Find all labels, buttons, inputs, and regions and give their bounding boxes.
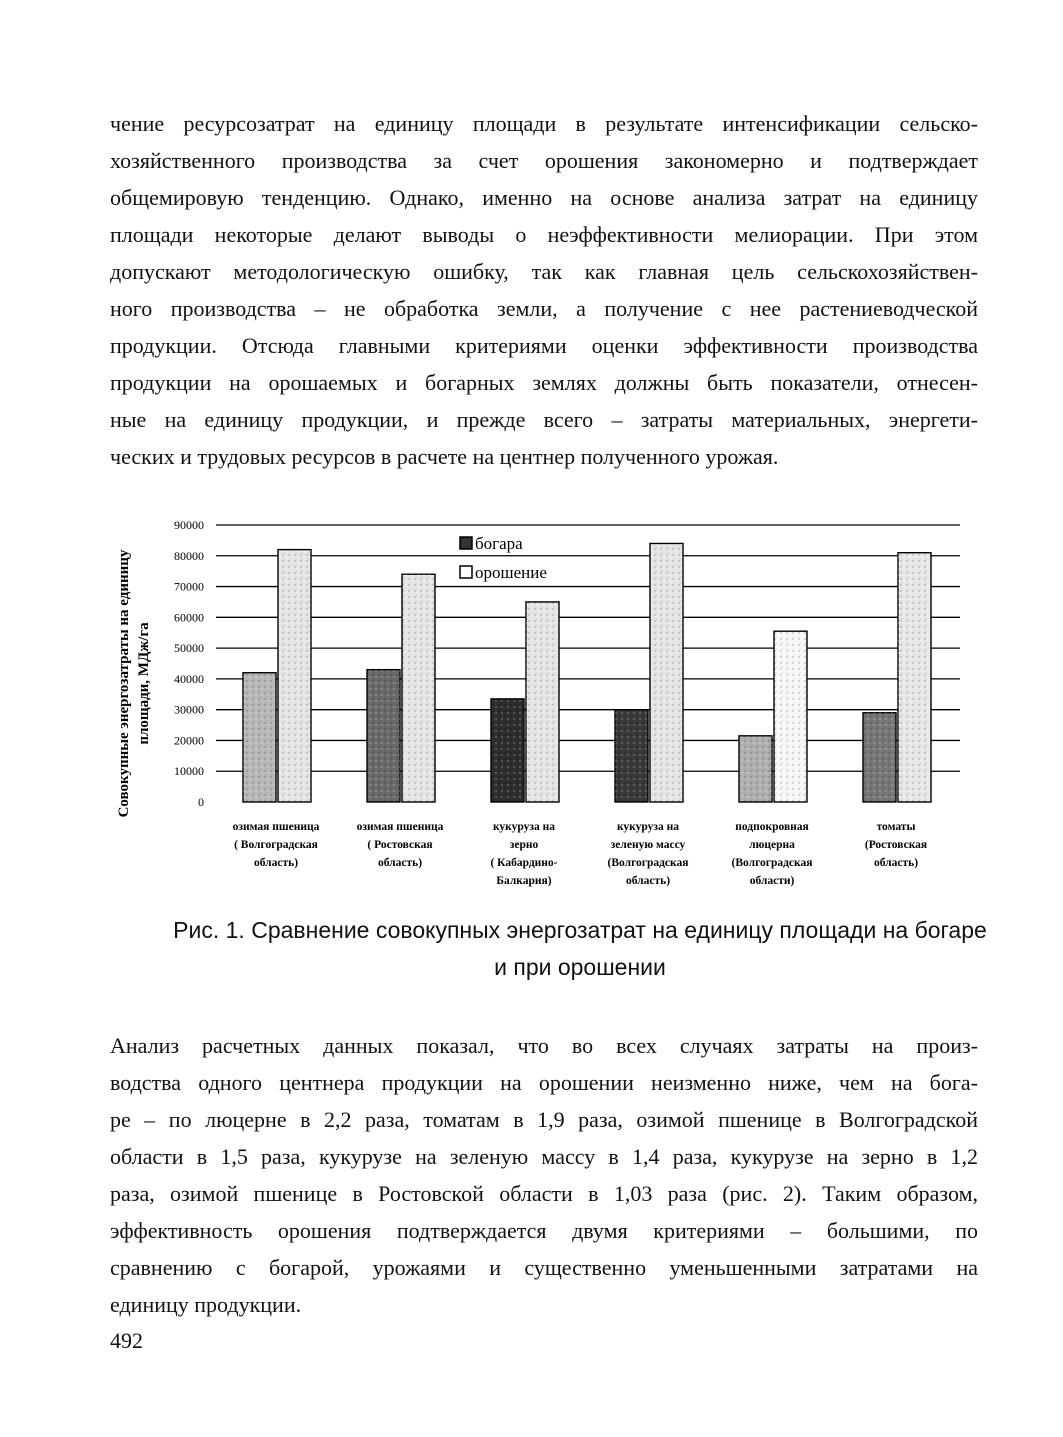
x-tick-label: область)	[873, 857, 919, 869]
y-axis-label-line: Совокупные энергозатраты на единицу	[116, 549, 132, 818]
paragraph-analysis	[110, 1027, 978, 1323]
x-tick-label: томаты	[876, 821, 916, 833]
legend-swatch	[460, 537, 472, 549]
x-tick-label: (Волгоградская	[607, 857, 689, 869]
bars	[243, 543, 931, 802]
x-tick-label: ( Волгоградская	[234, 839, 318, 851]
bar-texture	[367, 670, 400, 802]
paragraph1-line: чение ресурсозатрат на единицу площади в результате интенсификации сельско-	[110, 111, 978, 136]
paragraph2-line: Анализ расчетных данных показал, что во всех случаях затраты на произ-	[110, 1033, 978, 1058]
paragraph2-line: раза, озимой пшенице в Ростовской области в 1,03 раза (рис. 2). Таким образом,	[110, 1181, 978, 1206]
x-tick-label: зерно	[509, 839, 539, 851]
bar-texture	[898, 553, 931, 802]
bar-texture	[615, 710, 648, 802]
y-tick-label: 50000	[174, 641, 204, 656]
caption-line-2: и при орошении	[494, 954, 666, 980]
y-tick-label: 90000	[174, 518, 204, 532]
legend-label: богара	[475, 534, 523, 553]
y-tick-label: 10000	[174, 764, 204, 779]
bar-texture	[491, 699, 524, 802]
x-tick-label: подпокровная	[735, 821, 809, 833]
y-tick-label: 40000	[174, 671, 204, 686]
x-tick-label: озимая пшеница	[232, 821, 320, 833]
bar-texture	[650, 543, 683, 802]
x-tick-label: зеленую массу	[610, 839, 686, 851]
bar-texture	[863, 713, 896, 802]
figure-caption	[150, 912, 1010, 986]
caption-line-1: Рис. 1. Сравнение совокупных энергозатрат на единицу площади на богаре	[173, 917, 987, 943]
paragraph1-line: хозяйственного производства за счет орошения закономерно и подтверждает	[110, 148, 978, 173]
y-tick-label: 0	[198, 795, 204, 809]
x-tick-label: (Волгоградская	[731, 857, 813, 869]
x-tick-label: ( Ростовская	[367, 839, 433, 851]
x-tick-label: озимая пшеница	[356, 821, 444, 833]
legend-swatch	[460, 566, 472, 578]
paragraph1-line: площади некоторые делают выводы о неэффективности мелиорации. При этом	[110, 222, 978, 247]
x-tick-label: кукуруза на	[492, 821, 556, 833]
gridlines	[216, 525, 960, 771]
y-tick-label: 70000	[174, 579, 204, 594]
x-tick-label: ( Кабардино-	[490, 857, 558, 869]
page-number: 492	[110, 1328, 143, 1353]
x-tick-label: (Ростовская	[864, 839, 928, 851]
y-tick-label: 20000	[174, 733, 204, 748]
bar-texture	[402, 574, 435, 802]
y-tick-label: 60000	[174, 610, 204, 625]
paragraph2-line: эффективность орошения подтверждается двумя критериями – большими, по	[110, 1218, 978, 1243]
x-tick-label: Балкария)	[496, 875, 552, 887]
paragraph1-line: ные на единицу продукции, и прежде всего – затраты материальных, энергети-	[110, 407, 978, 432]
paragraph2-line: водства одного центнера продукции на орошении неизменно ниже, чем на бога-	[110, 1070, 978, 1095]
paragraph2-line: сравнению с богарой, урожаями и существенно уменьшенными затратами на	[110, 1255, 978, 1280]
y-axis-label	[116, 549, 152, 817]
paragraph1-line: продукции. Отсюда главными критериями оценки эффективности производства	[110, 333, 978, 358]
bar-texture	[278, 550, 311, 802]
x-tick-label: область)	[253, 857, 299, 869]
x-tick-label: области)	[749, 875, 795, 887]
x-tick-label: область)	[625, 875, 671, 887]
paragraph1-line: продукции на орошаемых и богарных землях должны быть показатели, отнесен-	[110, 370, 978, 395]
paragraph2-line: области в 1,5 раза, кукурузе на зеленую массу в 1,4 раза, кукурузе на зерно в 1,2	[110, 1144, 978, 1169]
y-tick-label: 80000	[174, 548, 204, 563]
x-tick-label: кукуруза на	[616, 821, 680, 833]
paragraph1-line: допускают методологическую ошибку, так как главная цель сельскохозяйствен-	[110, 259, 978, 284]
x-tick-label: область)	[377, 857, 423, 869]
bar-texture	[739, 736, 772, 802]
bar-texture	[243, 673, 276, 802]
bar-texture	[774, 631, 807, 802]
paragraph1-line: ческих и трудовых ресурсов в расчете на центнер полученного урожая.	[110, 444, 779, 469]
legend	[460, 534, 547, 582]
y-tick-label: 30000	[174, 702, 204, 717]
energy-cost-bar-chart	[108, 500, 978, 910]
legend-label: орошение	[475, 563, 547, 582]
paragraph1-line: ного производства – не обработка земли, а получение с нее растениеводческой	[110, 296, 978, 321]
y-tick-labels	[174, 518, 204, 809]
x-tick-label: люцерна	[749, 839, 795, 851]
paragraph2-line: единицу продукции.	[110, 1292, 302, 1317]
paragraph2-line: ре – по люцерне в 2,2 раза, томатам в 1,9 раза, озимой пшенице в Волгоградской	[110, 1107, 978, 1132]
paragraph1-line: общемировую тенденцию. Однако, именно на основе анализа затрат на единицу	[110, 185, 978, 210]
paragraph-intro	[110, 105, 978, 475]
bar-texture	[526, 602, 559, 802]
y-axis-label-line: площади, МДж/га	[136, 622, 152, 745]
x-category-labels	[233, 821, 927, 887]
